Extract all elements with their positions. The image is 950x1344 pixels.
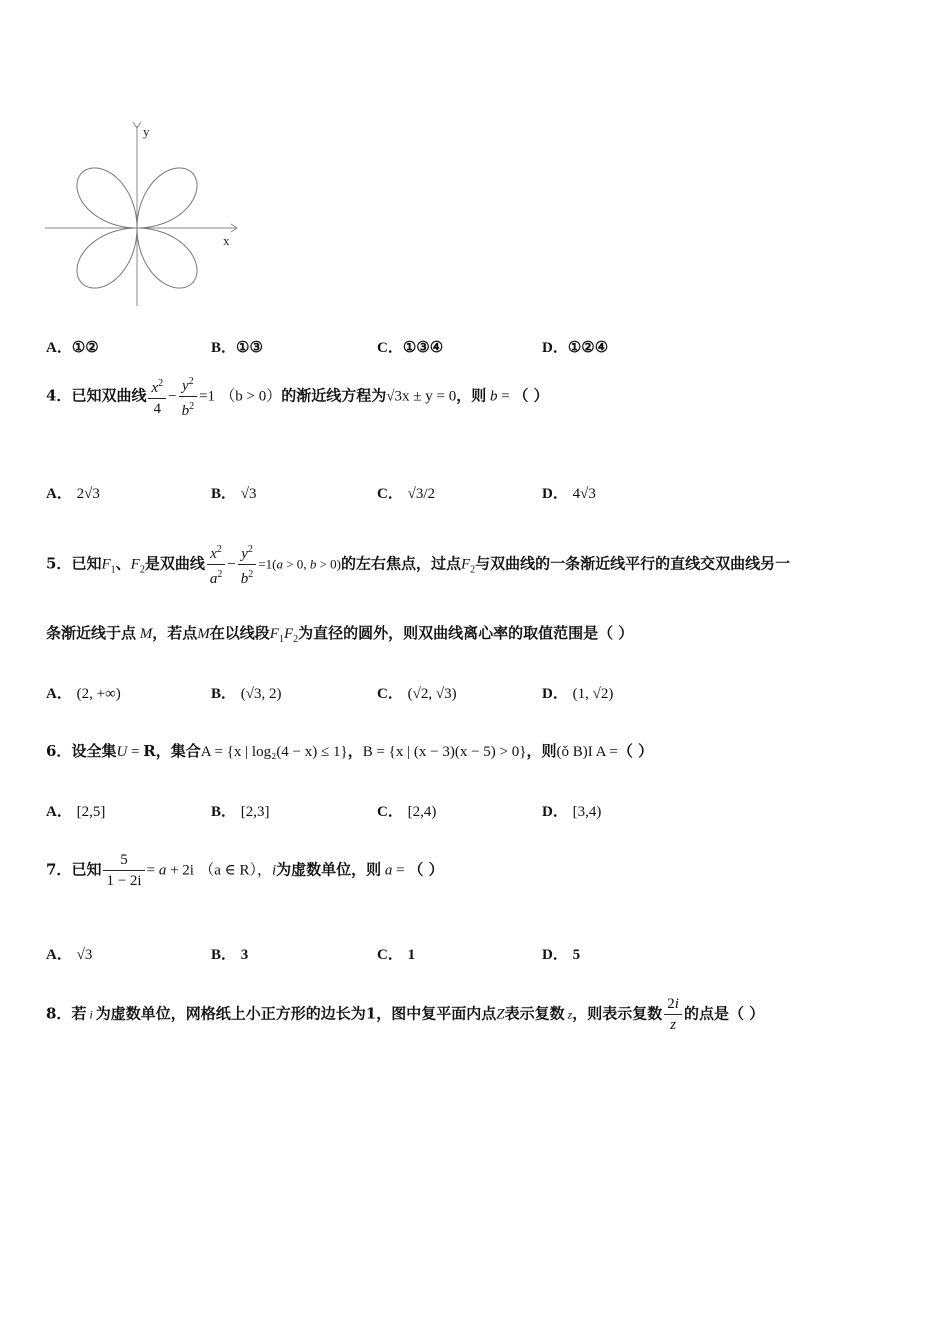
q4-option-c[interactable]: C． √3/2	[377, 486, 436, 502]
y-axis-label: y	[143, 124, 150, 139]
q5-option-c[interactable]: C． (√2, √3)	[377, 686, 457, 702]
q6-option-b[interactable]: B． [2,3]	[211, 804, 270, 820]
y-axis-arrow-icon	[133, 122, 141, 128]
q3-option-d[interactable]: D．①②④	[542, 338, 609, 356]
q5-option-b[interactable]: B． (√3, 2)	[211, 686, 282, 702]
q3-option-c[interactable]: C．①③④	[377, 338, 444, 356]
question-7: 7．已知 $\frac{5}{1 - 2i}$ = a + 2i （a ∈ R），i为虚数单位，则 a = （ ）	[46, 852, 444, 889]
question-5-line-2: 条渐近线于点 M，若点M在以线段$F_1F_2$为直径的圆外，则双曲线离心率的取值范围是（ ）	[46, 624, 634, 645]
q7-option-c[interactable]: C． 1	[377, 947, 416, 963]
q7-option-a[interactable]: A． √3	[46, 947, 93, 963]
question-5-line-1: 5．已知$F_1$、$F_2$是双曲线 $\frac{x^2}{a^2}$ − $\frac{y^2}{b^2}$ =1(a > 0, b > 0)的左右焦点，过点$F_2$与双曲线的一条渐近线平行的直线交双曲线另一	[46, 540, 790, 589]
question-6: 6．设全集U = R，集合A = {x | log₂(4 − x) ≤ 1}，B = {x | (x − 3)(x − 5) > 0}，则(ǒ B)I A =（ ）	[46, 742, 654, 760]
q3-option-b[interactable]: B．①③	[211, 338, 263, 356]
q4-condition: （b > 0）	[220, 388, 282, 405]
set-a: A = {x | log₂(4 − x) ≤ 1}	[200, 744, 348, 760]
question-8: 8．若 i 为虚数单位，网格纸上小正方形的边长为1，图中复平面内点Z表示复数 z，则表示复数 $\frac{2i}{z}$ 的点是（ ）	[46, 996, 765, 1033]
set-b: B = {x | (x − 3)(x − 5) > 0}	[362, 744, 527, 760]
question-4: 4．已知双曲线 $\frac{x^2}{4}$ − $\frac{y^2}{b^2}$ =1 （b > 0）的渐近线方程为√3x ± y = 0，则 b = （ ）	[46, 372, 549, 421]
q7-option-d[interactable]: D． 5	[542, 947, 581, 963]
q3-option-a[interactable]: A．①②	[46, 338, 99, 356]
q4-option-a[interactable]: A． 2√3	[46, 486, 100, 502]
x-axis-label: x	[223, 233, 230, 248]
q6-option-c[interactable]: C． [2,4)	[377, 804, 437, 820]
q6-option-d[interactable]: D． [3,4)	[542, 804, 602, 820]
rose-curve-figure	[40, 118, 245, 310]
q5-option-d[interactable]: D． (1, √2)	[542, 686, 614, 702]
q5-option-a[interactable]: A． (2, +∞)	[46, 686, 121, 702]
q4-option-d[interactable]: D． 4√3	[542, 486, 596, 502]
q7-option-b[interactable]: B． 3	[211, 947, 249, 963]
q4-option-b[interactable]: B． √3	[211, 486, 257, 502]
q6-expression: (ǒ B)I A =	[556, 744, 618, 760]
q6-option-a[interactable]: A． [2,5]	[46, 804, 106, 820]
q4-asymptote: √3x ± y = 0	[386, 388, 457, 405]
